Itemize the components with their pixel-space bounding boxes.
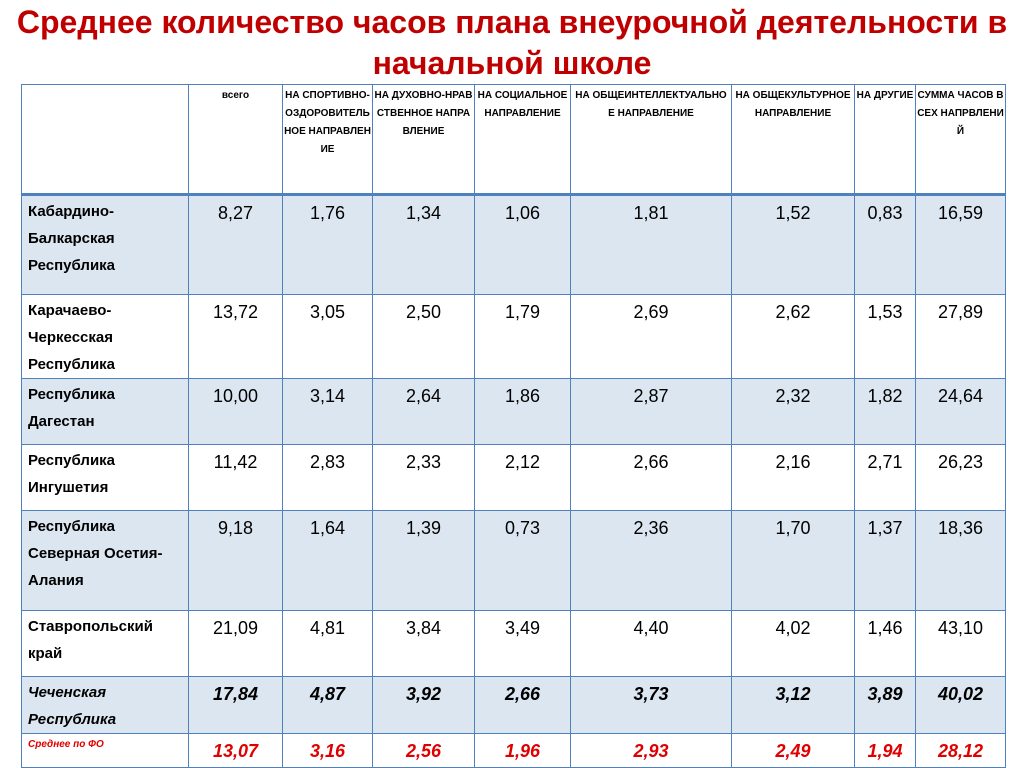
value-cell: 13,72 bbox=[189, 295, 283, 379]
average-value-cell: 2,56 bbox=[373, 734, 475, 768]
average-value-cell: 2,49 bbox=[732, 734, 855, 768]
table-row bbox=[22, 677, 1006, 734]
value-cell: 11,42 bbox=[189, 445, 283, 511]
average-value-cell: 1,96 bbox=[475, 734, 571, 768]
table-row bbox=[22, 195, 1006, 295]
value-cell: 2,66 bbox=[571, 445, 732, 511]
region-cell: Республика Северная Осетия-Алания bbox=[22, 511, 189, 611]
value-cell: 2,16 bbox=[732, 445, 855, 511]
value-cell: 3,92 bbox=[373, 677, 475, 734]
value-cell: 0,73 bbox=[475, 511, 571, 611]
value-cell: 2,64 bbox=[373, 379, 475, 445]
value-cell: 2,66 bbox=[475, 677, 571, 734]
value-cell: 8,27 bbox=[189, 195, 283, 295]
value-cell: 4,87 bbox=[283, 677, 373, 734]
average-value-cell: 3,16 bbox=[283, 734, 373, 768]
value-cell: 3,73 bbox=[571, 677, 732, 734]
value-cell: 27,89 bbox=[916, 295, 1006, 379]
value-cell: 1,39 bbox=[373, 511, 475, 611]
table-row bbox=[22, 611, 1006, 677]
value-cell: 26,23 bbox=[916, 445, 1006, 511]
region-cell: Ставропольский край bbox=[22, 611, 189, 677]
hours-table bbox=[21, 84, 1006, 768]
average-value-cell: 2,93 bbox=[571, 734, 732, 768]
value-cell: 3,49 bbox=[475, 611, 571, 677]
value-cell: 2,12 bbox=[475, 445, 571, 511]
header-cell-spiritual: НА ДУХОВНО-НРАВСТВЕННОЕ НАПРАВЛЕНИЕ bbox=[373, 85, 475, 195]
value-cell: 1,53 bbox=[855, 295, 916, 379]
average-value-cell: 28,12 bbox=[916, 734, 1006, 768]
table-row bbox=[22, 511, 1006, 611]
value-cell: 3,84 bbox=[373, 611, 475, 677]
header-cell-intellectual: НА ОБЩЕИНТЕЛЛЕКТУАЛЬНОЕ НАПРАВЛЕНИЕ bbox=[571, 85, 732, 195]
value-cell: 3,05 bbox=[283, 295, 373, 379]
value-cell: 4,40 bbox=[571, 611, 732, 677]
header-cell-cultural: НА ОБЩЕКУЛЬТУРНОЕ НАПРАВЛЕНИЕ bbox=[732, 85, 855, 195]
region-cell: Карачаево-Черкесская Республика bbox=[22, 295, 189, 379]
value-cell: 2,50 bbox=[373, 295, 475, 379]
header-cell-sum: СУММА ЧАСОВ ВСЕХ НАПРВЛЕНИЙ bbox=[916, 85, 1006, 195]
value-cell: 2,87 bbox=[571, 379, 732, 445]
region-cell: Республика Дагестан bbox=[22, 379, 189, 445]
region-cell: Чеченская Республика bbox=[22, 677, 189, 734]
value-cell: 3,12 bbox=[732, 677, 855, 734]
value-cell: 1,46 bbox=[855, 611, 916, 677]
value-cell: 2,69 bbox=[571, 295, 732, 379]
value-cell: 4,81 bbox=[283, 611, 373, 677]
value-cell: 1,64 bbox=[283, 511, 373, 611]
average-label: Среднее по ФО bbox=[22, 734, 189, 768]
value-cell: 1,34 bbox=[373, 195, 475, 295]
region-cell: Республика Ингушетия bbox=[22, 445, 189, 511]
value-cell: 1,81 bbox=[571, 195, 732, 295]
value-cell: 43,10 bbox=[916, 611, 1006, 677]
value-cell: 1,76 bbox=[283, 195, 373, 295]
value-cell: 40,02 bbox=[916, 677, 1006, 734]
value-cell: 3,14 bbox=[283, 379, 373, 445]
average-row bbox=[22, 734, 1006, 768]
header-row bbox=[22, 85, 1006, 195]
header-cell-region bbox=[22, 85, 189, 195]
table-row bbox=[22, 379, 1006, 445]
header-cell-total: всего bbox=[189, 85, 283, 195]
value-cell: 24,64 bbox=[916, 379, 1006, 445]
header-cell-social: НА СОЦИАЛЬНОЕ НАПРАВЛЕНИЕ bbox=[475, 85, 571, 195]
value-cell: 16,59 bbox=[916, 195, 1006, 295]
value-cell: 21,09 bbox=[189, 611, 283, 677]
value-cell: 18,36 bbox=[916, 511, 1006, 611]
average-value-cell: 13,07 bbox=[189, 734, 283, 768]
header-cell-sport: НА СПОРТИВНО-ОЗДОРОВИТЕЛЬНОЕ НАПРАВЛЕНИЕ bbox=[283, 85, 373, 195]
average-value-cell: 1,94 bbox=[855, 734, 916, 768]
value-cell: 17,84 bbox=[189, 677, 283, 734]
region-cell: Кабардино-Балкарская Республика bbox=[22, 195, 189, 295]
table-row bbox=[22, 295, 1006, 379]
value-cell: 2,32 bbox=[732, 379, 855, 445]
value-cell: 2,71 bbox=[855, 445, 916, 511]
header-cell-other: НА ДРУГИЕ bbox=[855, 85, 916, 195]
value-cell: 1,70 bbox=[732, 511, 855, 611]
table-row bbox=[22, 445, 1006, 511]
value-cell: 1,82 bbox=[855, 379, 916, 445]
value-cell: 2,36 bbox=[571, 511, 732, 611]
value-cell: 1,86 bbox=[475, 379, 571, 445]
value-cell: 4,02 bbox=[732, 611, 855, 677]
value-cell: 1,79 bbox=[475, 295, 571, 379]
value-cell: 1,52 bbox=[732, 195, 855, 295]
value-cell: 2,33 bbox=[373, 445, 475, 511]
value-cell: 10,00 bbox=[189, 379, 283, 445]
value-cell: 1,37 bbox=[855, 511, 916, 611]
value-cell: 3,89 bbox=[855, 677, 916, 734]
value-cell: 0,83 bbox=[855, 195, 916, 295]
value-cell: 2,83 bbox=[283, 445, 373, 511]
page-title: Среднее количество часов плана внеурочной деятельности в начальной школе bbox=[16, 4, 1008, 81]
value-cell: 1,06 bbox=[475, 195, 571, 295]
value-cell: 2,62 bbox=[732, 295, 855, 379]
value-cell: 9,18 bbox=[189, 511, 283, 611]
